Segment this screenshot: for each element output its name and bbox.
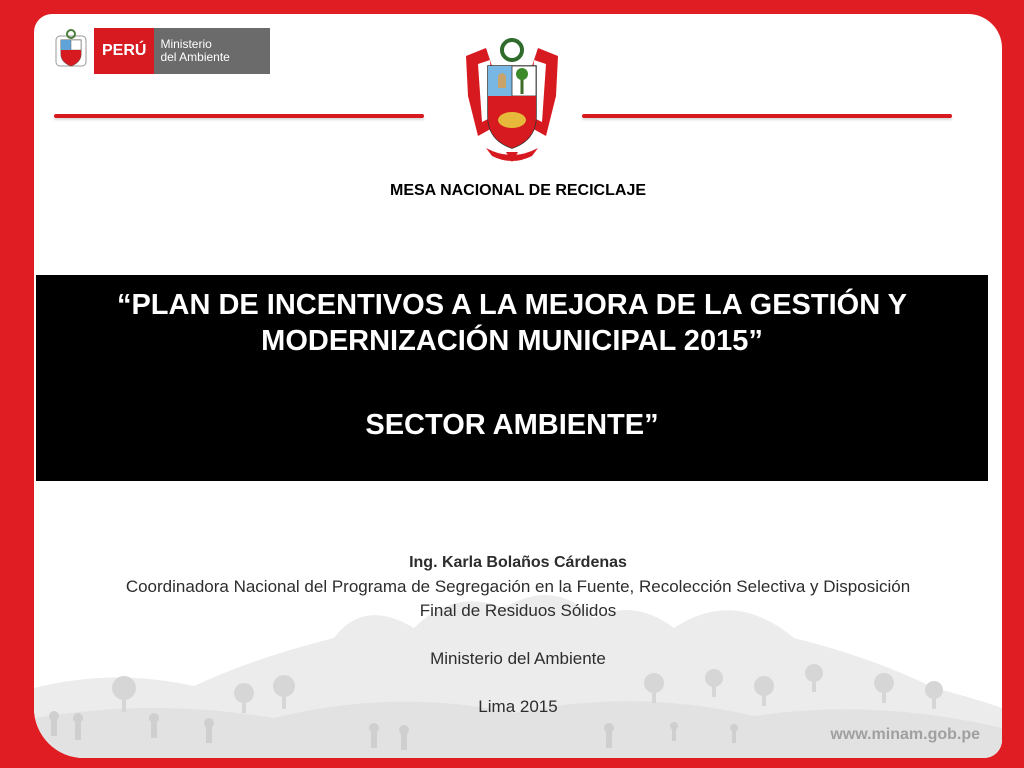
footer-website: www.minam.gob.pe [830, 726, 980, 743]
presenter-role-line1: Coordinadora Nacional del Programa de Segregación en la Fuente, Recolección Selectiva y Disposición [125, 577, 911, 596]
presenter-info [34, 551, 1002, 719]
peru-shield-icon [54, 28, 88, 74]
slide-panel [34, 14, 1002, 758]
banner-title [36, 287, 988, 359]
banner-title-line1: “PLAN DE INCENTIVOS A LA MEJORA DE LA GESTIÓN Y [116, 289, 908, 321]
event-subtitle: MESA NACIONAL DE RECICLAJE [389, 182, 647, 199]
presenter-organization: Ministerio del Ambiente [430, 649, 606, 668]
brand-ministry-line2: del Ambiente [160, 50, 230, 64]
brand-country: PERÚ [94, 28, 154, 74]
header-rule-right [582, 114, 952, 118]
peru-coat-of-arms-icon [456, 36, 568, 162]
presenter-role-line2: Final de Residuos Sólidos [419, 601, 617, 620]
place-year: Lima 2015 [478, 697, 558, 716]
brand-ministry-line1: Ministerio [160, 37, 212, 51]
title-banner [36, 275, 988, 481]
header-rule-left [54, 114, 424, 118]
brand-ministry [154, 28, 269, 74]
banner-sector: SECTOR AMBIENTE” [365, 409, 659, 441]
banner-title-line2: MODERNIZACIÓN MUNICIPAL 2015” [261, 325, 763, 357]
presenter-name: Ing. Karla Bolaños Cárdenas [409, 554, 627, 571]
ministry-brand-logo [54, 28, 270, 74]
